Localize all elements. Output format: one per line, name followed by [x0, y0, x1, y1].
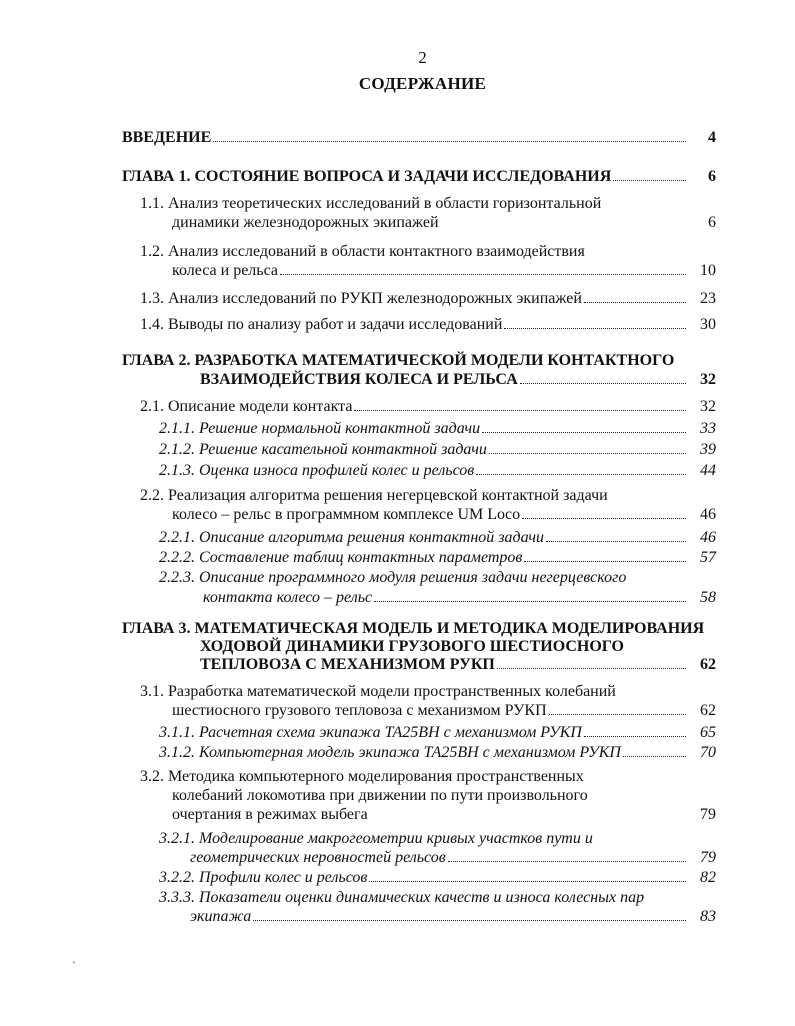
- toc-entry-text: 2.1.2. Решение касательной контактной задачи: [159, 441, 487, 458]
- toc-entry-2-1-1[interactable]: [159, 419, 716, 439]
- toc-page-number: 57: [700, 549, 716, 566]
- toc-entry-3-2-1[interactable]: [190, 848, 716, 868]
- page-number: 2: [418, 48, 427, 67]
- toc-entry-text: 2.2.2. Составление таблиц контактных параметров: [159, 549, 523, 566]
- toc-entry-1-1[interactable]: [172, 213, 716, 233]
- toc-entry-chapter-2-line1[interactable]: ГЛАВА 2. РАЗРАБОТКА МАТЕМАТИЧЕСКОЙ МОДЕЛИ КОНТАКТНОГО: [122, 352, 675, 369]
- toc-entry-text: экипажа: [190, 908, 252, 925]
- toc-entry-3-3-3[interactable]: [190, 907, 716, 927]
- leader-dots: [613, 180, 686, 181]
- toc-page-number: 79: [700, 806, 716, 823]
- toc-entry-1-3[interactable]: [140, 289, 716, 309]
- toc-entry-text: 2.2.1. Описание алгоритма решения контактной задачи: [159, 529, 545, 546]
- toc-entry-text: очертания в режимах выбега: [172, 806, 368, 823]
- toc-entry-2-2-1[interactable]: [159, 528, 716, 548]
- leader-dots: [354, 410, 686, 411]
- toc-entry-text: 3.1.1. Расчетная схема экипажа ТА25ВН с механизмом РУКП: [159, 724, 582, 741]
- toc-entry-text: колеса и рельса: [172, 262, 278, 279]
- toc-page-number: 44: [700, 462, 716, 479]
- toc-entry-text: динамики железнодорожных экипажей: [172, 214, 439, 231]
- leader-dots: [522, 518, 686, 519]
- toc-page-number: 62: [700, 702, 716, 719]
- toc-entry-text: 2.1. Описание модели контакта: [140, 398, 353, 415]
- toc-page-number: 33: [700, 420, 716, 437]
- toc-entry-text: ГЛАВА 1. СОСТОЯНИЕ ВОПРОСА И ЗАДАЧИ ИССЛЕДОВАНИЯ: [122, 168, 612, 185]
- toc-page-number: 70: [700, 744, 716, 761]
- leader-dots: [549, 714, 686, 715]
- leader-dots: [524, 561, 686, 562]
- leader-dots: [623, 756, 686, 757]
- toc-entry-text: 1.3. Анализ исследований по РУКП железнодорожных экипажей: [140, 290, 582, 307]
- toc-entry-intro[interactable]: [122, 128, 716, 148]
- toc-entry-text: шестиосного грузового тепловоза с механизмом РУКП: [172, 702, 547, 719]
- toc-entry-text: ТЕПЛОВОЗА С МЕХАНИЗМОМ РУКП: [200, 656, 495, 673]
- toc-page-number: 65: [700, 724, 716, 741]
- toc-entry-2-2-3[interactable]: [203, 588, 716, 608]
- toc-entry-text: контакта колесо – рельс: [203, 589, 373, 606]
- toc-entry-chapter-1[interactable]: [122, 167, 716, 187]
- leader-dots: [489, 453, 686, 454]
- toc-entry-3-3-3-line1[interactable]: 3.3.3. Показатели оценки динамических качеств и износа колесных пар: [159, 889, 645, 906]
- toc-entry-2-1-2[interactable]: [159, 440, 716, 460]
- leader-dots: [476, 474, 686, 475]
- scan-artifact-mark: ˎ: [72, 950, 76, 964]
- toc-entry-chapter-3-line1[interactable]: ГЛАВА 3. МАТЕМАТИЧЕСКАЯ МОДЕЛЬ И МЕТОДИКА МОДЕЛИРОВАНИЯ: [122, 620, 705, 637]
- toc-entry-text: 3.1.2. Компьютерная модель экипажа ТА25ВН с механизмом РУКП: [159, 744, 621, 761]
- toc-entry-2-2-line1[interactable]: 2.2. Реализация алгоритма решения негерцевской контактной задачи: [140, 487, 608, 504]
- toc-entry-3-1-2[interactable]: [159, 743, 716, 763]
- leader-dots: [497, 668, 686, 669]
- toc-entry-text: геометрических неровностей рельсов: [190, 849, 446, 866]
- toc-entry-2-2-2[interactable]: [159, 548, 716, 568]
- page-title: СОДЕРЖАНИЕ: [358, 74, 487, 93]
- toc-page-number: 32: [700, 371, 716, 388]
- toc-page-number: 46: [700, 506, 716, 523]
- leader-dots: [448, 861, 686, 862]
- toc-page-number: 79: [700, 849, 716, 866]
- toc-entry-text: ВВЕДЕНИЕ: [122, 129, 212, 146]
- toc-page-number: 4: [708, 129, 716, 146]
- toc-entry-3-2-2[interactable]: [159, 868, 716, 888]
- leader-dots: [280, 274, 686, 275]
- toc-entry-2-2[interactable]: [172, 505, 716, 525]
- toc-entry-3-1-line1[interactable]: 3.1. Разработка математической модели пространственных колебаний: [140, 683, 616, 700]
- toc-entry-chapter-3-line2[interactable]: ХОДОВОЙ ДИНАМИКИ ГРУЗОВОГО ШЕСТИОСНОГО: [200, 638, 624, 655]
- leader-dots: [584, 736, 686, 737]
- toc-entry-text: колесо – рельс в программном комплексе UM Loco: [172, 506, 521, 523]
- toc-entry-3-2-line2[interactable]: колебаний локомотива при движении по пути произвольного: [172, 787, 588, 804]
- leader-dots: [253, 920, 686, 921]
- leader-dots: [369, 881, 686, 882]
- toc-entry-3-1-1[interactable]: [159, 723, 716, 743]
- toc-entry-chapter-3[interactable]: [200, 655, 716, 675]
- toc-page-number: 32: [700, 398, 716, 415]
- toc-page-number: 23: [700, 290, 716, 307]
- leader-dots: [520, 383, 686, 384]
- toc-page-number: 6: [708, 168, 716, 185]
- toc-entry-text: 2.1.3. Оценка износа профилей колес и рельсов: [159, 462, 475, 479]
- toc-entry-2-2-3-line1[interactable]: 2.2.3. Описание программного модуля решения задачи негерцевского: [159, 569, 627, 586]
- leader-dots: [213, 141, 686, 142]
- toc-entry-text: 1.4. Выводы по анализу работ и задачи исследований: [140, 316, 503, 333]
- toc-entry-1-1-line1[interactable]: 1.1. Анализ теоретических исследований в области горизонтальной: [140, 195, 602, 212]
- toc-entry-3-2[interactable]: [172, 805, 716, 825]
- leader-dots: [374, 601, 686, 602]
- toc-entry-2-1-3[interactable]: [159, 461, 716, 481]
- toc-entry-1-2-line1[interactable]: 1.2. Анализ исследований в области контактного взаимодействия: [140, 243, 585, 260]
- toc-page-number: 46: [700, 529, 716, 546]
- toc-entry-1-4[interactable]: [140, 315, 716, 335]
- toc-entry-1-2[interactable]: [172, 261, 716, 281]
- toc-page-number: 58: [700, 589, 716, 606]
- toc-entry-chapter-2[interactable]: [200, 370, 716, 390]
- leader-dots: [584, 302, 686, 303]
- leader-dots: [546, 541, 686, 542]
- toc-entry-text: 2.1.1. Решение нормальной контактной задачи: [159, 420, 481, 437]
- toc-entry-3-2-line1[interactable]: 3.2. Методика компьютерного моделирования пространственных: [140, 768, 584, 785]
- toc-page-number: 82: [700, 869, 716, 886]
- toc-entry-2-1[interactable]: [140, 397, 716, 417]
- toc-entry-3-2-1-line1[interactable]: 3.2.1. Моделирование макрогеометрии кривых участков пути и: [159, 830, 593, 847]
- leader-dots: [482, 432, 686, 433]
- leader-dots: [504, 328, 686, 329]
- toc-page-number: 10: [700, 262, 716, 279]
- toc-page-number: 30: [700, 316, 716, 333]
- toc-page-number: 83: [700, 908, 716, 925]
- toc-entry-3-1[interactable]: [172, 701, 716, 721]
- toc-entry-text: 3.2.2. Профили колес и рельсов: [159, 869, 368, 886]
- toc-page-number: 39: [700, 441, 716, 458]
- toc-page-number: 62: [700, 656, 716, 673]
- toc-entry-text: ВЗАИМОДЕЙСТВИЯ КОЛЕСА И РЕЛЬСА: [200, 371, 518, 388]
- toc-page-number: 6: [708, 214, 716, 231]
